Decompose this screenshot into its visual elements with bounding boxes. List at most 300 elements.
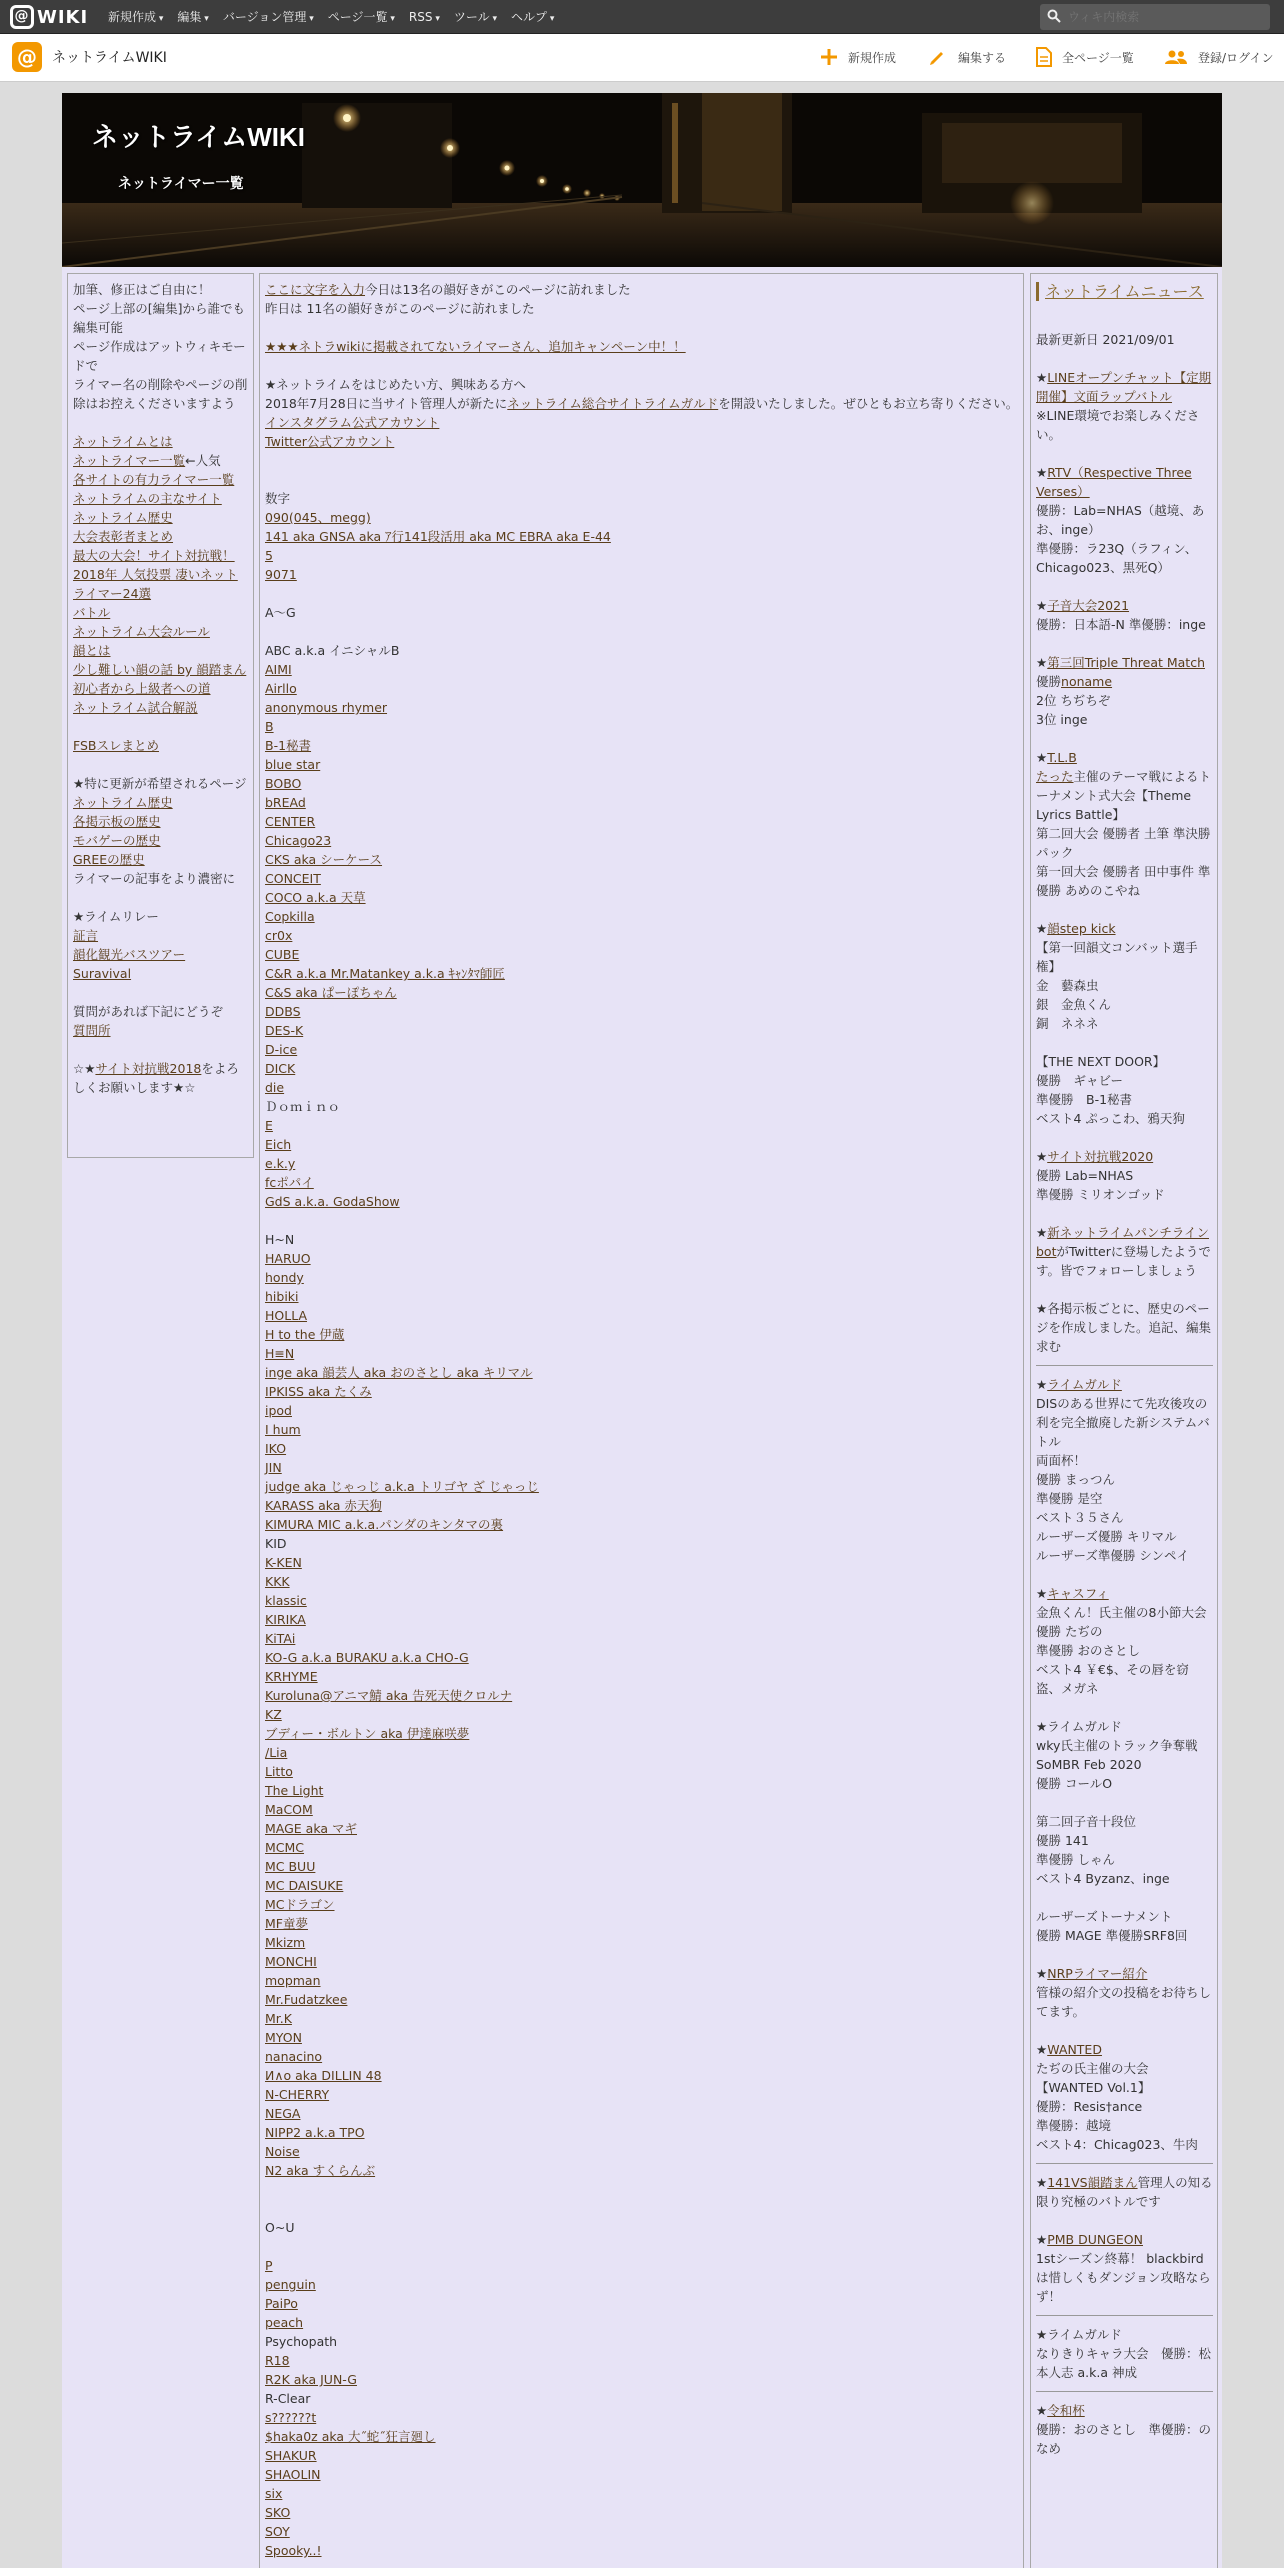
- wiki-link[interactable]: Twitter公式アカウント: [265, 434, 395, 449]
- text-line: ライマー名の削除やページの削除はお控えくださいますよう: [73, 377, 248, 411]
- line-prefix: ★: [1036, 465, 1048, 480]
- wiki-link[interactable]: Mr.K: [265, 2011, 292, 2026]
- wiki-link[interactable]: JIN: [265, 1460, 282, 1475]
- wiki-link[interactable]: IKO: [265, 1441, 287, 1456]
- wiki-link[interactable]: 令和杯: [1047, 2403, 1085, 2418]
- wiki-link[interactable]: GREEの歴史: [73, 852, 145, 867]
- wiki-link[interactable]: サイト対抗戦2020: [1047, 1149, 1154, 1164]
- text-line: 準優勝 ミリオンゴッド: [1036, 1187, 1165, 1202]
- spacer: [73, 717, 249, 736]
- wiki-link[interactable]: /Lia: [265, 1745, 288, 1760]
- text-line: 準優勝 是空: [1036, 1491, 1103, 1506]
- text-line: 金 藝森虫: [1036, 978, 1099, 993]
- wiki-link[interactable]: 韻とは: [73, 643, 111, 658]
- wiki-link[interactable]: blue star: [265, 757, 321, 772]
- spacer: [1036, 634, 1213, 653]
- menu-pages[interactable]: ページ一覧 ▾: [328, 0, 395, 34]
- text-line: 準優勝：越境: [1036, 2118, 1112, 2133]
- wiki-link[interactable]: e.k.y: [265, 1156, 296, 1171]
- spacer: [1036, 729, 1213, 748]
- mixed-line: [1036, 1147, 1213, 1166]
- wiki-link[interactable]: judge aka じゃっじ a.k.a トリゴヤ ざ じゃっじ: [265, 1479, 539, 1494]
- wiki-link[interactable]: KARASS aka 赤天狗: [265, 1498, 382, 1513]
- text-line: ライマーの記事をより濃密に: [73, 871, 236, 886]
- text-line: ★ライムガルド: [1036, 2327, 1122, 2342]
- line-text: 今日は13名の韻好きがこのページに訪れました: [365, 282, 631, 297]
- wiki-link[interactable]: HOLLA: [265, 1308, 308, 1323]
- wiki-link[interactable]: 5: [265, 548, 273, 563]
- wiki-link[interactable]: hibiki: [265, 1289, 299, 1304]
- wiki-link[interactable]: Mkizm: [265, 1935, 306, 1950]
- wiki-link[interactable]: BOBO: [265, 776, 302, 791]
- wiki-link[interactable]: サイト対抗戦2018: [95, 1061, 202, 1076]
- atwiki-logo-text: WIKI: [37, 6, 89, 28]
- all-pages-label: 全ページ一覧: [1062, 50, 1134, 65]
- spacer: [1036, 1280, 1213, 1299]
- wiki-link[interactable]: PMB DUNGEON: [1047, 2232, 1143, 2247]
- divider: [1036, 2315, 1213, 2316]
- text-line: 昨日は 11名の韻好きがこのページに訪れました: [265, 301, 535, 316]
- mixed-line: [265, 280, 1019, 299]
- text-line: ページ上部の[編集]から誰でも編集可能: [73, 301, 246, 335]
- text-line: O~U: [265, 2220, 295, 2235]
- wiki-link[interactable]: CENTER: [265, 814, 316, 829]
- text-line: 第一回大会 優勝者 田中事件 準優勝 あめのこやね: [1036, 864, 1211, 898]
- wiki-link[interactable]: s??????t: [265, 2410, 317, 2425]
- wiki-link[interactable]: H to the 伊蔵: [265, 1327, 345, 1342]
- spacer: [265, 1211, 1019, 1230]
- text-line: 優勝：おのさとし 準優勝：のなめ: [1036, 2422, 1212, 2456]
- text-line: wky氏主催のトラック争奪戦 SoMBR Feb 2020: [1036, 1738, 1198, 1772]
- spacer: [73, 755, 249, 774]
- wiki-link[interactable]: 141 aka GNSA aka ｱ行141段活用 aka MC EBRA aka E-44: [265, 529, 611, 544]
- text-line: Psychopath: [265, 2334, 338, 2349]
- wiki-link[interactable]: N-CHERRY: [265, 2087, 330, 2102]
- text-line: ★ライムガルド: [1036, 1719, 1122, 1734]
- text-line: ルーザーズトーナメント: [1036, 1909, 1173, 1924]
- pencil-icon: [928, 48, 948, 66]
- wiki-link[interactable]: SHAOLIN: [265, 2467, 321, 2482]
- text-line: 銀 金魚くん: [1036, 997, 1112, 1012]
- text-line: H~N: [265, 1232, 295, 1247]
- spacer: [265, 584, 1019, 603]
- spacer: [1036, 1888, 1213, 1907]
- line-prefix: ★: [1036, 1225, 1048, 1240]
- spacer: [1036, 1565, 1213, 1584]
- wiki-link[interactable]: Suravival: [73, 966, 132, 981]
- wiki-link[interactable]: ネットライム歴史: [73, 510, 173, 525]
- line-prefix: ★: [1036, 1377, 1048, 1392]
- spacer: [265, 622, 1019, 641]
- text-line: 第二回大会 優勝者 土筆 準決勝 パック: [1036, 826, 1211, 860]
- wiki-link[interactable]: MF童夢: [265, 1916, 308, 1931]
- wiki-link[interactable]: IPKISS aka たくみ: [265, 1384, 372, 1399]
- wiki-link[interactable]: R2K aka JUN-G: [265, 2372, 357, 2387]
- wiki-link[interactable]: COCO a.k.a 天草: [265, 890, 366, 905]
- text-line: 優勝 MAGE 準優勝SRF8回: [1036, 1928, 1188, 1943]
- text-line: ★ライムリレー: [73, 909, 159, 924]
- text-line: 優勝：Resis†ance: [1036, 2099, 1143, 2114]
- mixed-line: [1036, 2173, 1213, 2211]
- line-prefix: ★: [1036, 750, 1048, 765]
- global-toolbar: [0, 0, 1284, 34]
- spacer: [1036, 1204, 1213, 1223]
- wiki-link[interactable]: Spooky..!: [265, 2543, 322, 2558]
- mixed-line: [73, 1059, 249, 1097]
- spacer: [1036, 1128, 1213, 1147]
- spacer: [265, 451, 1019, 470]
- mixed-line: [1036, 653, 1213, 672]
- wiki-link[interactable]: Litto: [265, 1764, 293, 1779]
- text-line: 優勝：Lab=NHAS（越境、あお、inge）: [1036, 503, 1205, 537]
- spacer: [265, 2180, 1019, 2199]
- news-heading[interactable]: ネットライムニュース: [1036, 282, 1213, 301]
- line-suffix: 主催のテーマ戦によるトーナメント式大会【Theme Lyrics Battle】: [1036, 769, 1212, 822]
- wiki-link[interactable]: 韻step kick: [1047, 921, 1116, 936]
- text-line: 【WANTED Vol.1】: [1036, 2080, 1151, 2095]
- wiki-link[interactable]: PaiPo: [265, 2296, 298, 2311]
- line-prefix: ★: [1036, 2042, 1048, 2057]
- wiki-link[interactable]: MYON: [265, 2030, 302, 2045]
- line-prefix: ★: [1036, 1149, 1048, 1164]
- text-line: ルーザーズ準優勝 シンペイ: [1036, 1548, 1190, 1563]
- wiki-link[interactable]: Mr.Fudatzkee: [265, 1992, 348, 2007]
- line-prefix: ★: [1036, 2175, 1048, 2190]
- wiki-link[interactable]: T.L.B: [1047, 750, 1077, 765]
- spacer: [1036, 1033, 1213, 1052]
- wiki-link[interactable]: FSBスレまとめ: [73, 738, 159, 753]
- atwiki-logo[interactable]: [10, 5, 88, 29]
- wiki-link[interactable]: inge aka 韻芸人 aka おのさとし aka キリマル: [265, 1365, 533, 1380]
- main-content: [259, 273, 1024, 2568]
- search-icon: [1047, 9, 1061, 23]
- new-page-button[interactable]: [820, 46, 896, 68]
- wiki-link[interactable]: ネットライム歴史: [73, 795, 173, 810]
- wiki-link[interactable]: 韻化観光バスツアー: [73, 947, 186, 962]
- wiki-link[interactable]: D-ice: [265, 1042, 298, 1057]
- text-line: ※LINE環境でお楽しみください。: [1036, 408, 1200, 442]
- spacer: [1036, 1698, 1213, 1717]
- wiki-link[interactable]: C&S aka ぱーぽちゃん: [265, 985, 397, 1000]
- wiki-link[interactable]: B-1秘書: [265, 738, 312, 753]
- mixed-line: [1036, 368, 1213, 406]
- wiki-link[interactable]: 大会表彰者まとめ: [73, 529, 174, 544]
- wiki-link[interactable]: DICK: [265, 1061, 296, 1076]
- wiki-link[interactable]: $haka0z aka 大˝蛇˝狂言廻し: [265, 2429, 436, 2444]
- wiki-link[interactable]: noname: [1061, 674, 1113, 689]
- wiki-link[interactable]: ネットライム試合解説: [73, 700, 198, 715]
- wiki-link[interactable]: SOY: [265, 2524, 290, 2539]
- wiki-link[interactable]: klassic: [265, 1593, 307, 1608]
- wiki-link[interactable]: Copkilla: [265, 909, 315, 924]
- site-header: [0, 34, 1284, 82]
- site-logo-icon[interactable]: @: [12, 42, 42, 72]
- login-label: 登録/ログイン: [1198, 50, 1274, 65]
- wiki-link[interactable]: cr0x: [265, 928, 293, 943]
- line-prefix: ★: [1036, 2232, 1048, 2247]
- mixed-line: [1036, 463, 1213, 501]
- spacer: [1036, 2021, 1213, 2040]
- wiki-link[interactable]: キャスフィ: [1047, 1586, 1109, 1601]
- text-line: A～G: [265, 605, 296, 620]
- text-line: 優勝 141: [1036, 1833, 1089, 1848]
- menu-version[interactable]: バージョン管理 ▾: [223, 0, 314, 34]
- text-line: 準優勝：ラ23Q（ラフィン、Chicago023、黒死Q）: [1036, 541, 1198, 575]
- wiki-link[interactable]: die: [265, 1080, 285, 1095]
- wiki-link[interactable]: 141VS韻踏まん: [1047, 2175, 1138, 2190]
- divider: [1036, 2163, 1213, 2164]
- wiki-link[interactable]: KiTAi: [265, 1631, 296, 1646]
- text-line: 【第一回韻文コンバット選手権】: [1036, 940, 1198, 974]
- wiki-link[interactable]: ネットライム総合サイトライムガルド: [507, 396, 719, 411]
- right-news: [1030, 273, 1218, 2568]
- wiki-link[interactable]: ここに文字を入力: [265, 282, 366, 297]
- spacer: [1036, 900, 1213, 919]
- line-suffix: 管理人の知る限り究極のバトルです: [1036, 2175, 1213, 2209]
- text-line: 1stシーズン終幕！ blackbirdは惜しくもダンジョン攻略ならず！: [1036, 2251, 1211, 2304]
- wiki-link[interactable]: MC BUU: [265, 1859, 316, 1874]
- text-line: ABC a.k.a イニシャルB: [265, 643, 400, 658]
- line-prefix: ★: [1036, 921, 1048, 936]
- wiki-link[interactable]: 証言: [73, 928, 99, 943]
- text-line: ページ作成はアットウィキモードで: [73, 339, 246, 373]
- wiki-link[interactable]: NEGA: [265, 2106, 301, 2121]
- text-line: 数字: [265, 491, 291, 506]
- login-button[interactable]: [1164, 46, 1273, 68]
- mixed-line: [1036, 672, 1213, 691]
- text-line: Ｄｏｍｉｎｏ: [265, 1099, 341, 1114]
- wiki-link[interactable]: 質問所: [73, 1023, 111, 1038]
- text-line: なりきりキャラ大会 優勝：松本人志 a.k.a 神成: [1036, 2346, 1212, 2380]
- wiki-link[interactable]: AIMI: [265, 662, 292, 677]
- wiki-link[interactable]: C&R a.k.a Mr.Matankey a.k.a ｷｬﾝﾀﾏ師匠: [265, 966, 505, 981]
- wiki-link[interactable]: KKK: [265, 1574, 290, 1589]
- mixed-line: [1036, 1584, 1213, 1603]
- wiki-link[interactable]: Noise: [265, 2144, 300, 2159]
- text-line: 加筆、修正はご自由に！: [73, 282, 211, 297]
- wiki-link[interactable]: 子音大会2021: [1047, 598, 1130, 613]
- text-line: たぢの氏主催の大会: [1036, 2061, 1149, 2076]
- line-suffix: を開設いたしました。ぜひともお立ち寄りください。: [718, 396, 1019, 411]
- menu-rss[interactable]: RSS ▾: [409, 0, 440, 34]
- wiki-link[interactable]: CKS aka シーケース: [265, 852, 383, 867]
- left-menu: [67, 273, 254, 1158]
- wiki-link[interactable]: Chicago23: [265, 833, 332, 848]
- spacer: [73, 413, 249, 432]
- wiki-link[interactable]: WANTED: [1047, 2042, 1102, 2057]
- mixed-line: [1036, 2040, 1213, 2059]
- spacer: [1036, 2211, 1213, 2230]
- spacer: [265, 2199, 1019, 2218]
- wiki-link[interactable]: MCMC: [265, 1840, 305, 1855]
- wiki-link[interactable]: ライムガルド: [1047, 1377, 1122, 1392]
- text-line: 第二回子音十段位: [1036, 1814, 1137, 1829]
- menu-help[interactable]: ヘルプ ▾: [511, 0, 554, 34]
- menu-new[interactable]: 新規作成 ▾: [108, 0, 163, 34]
- wiki-link[interactable]: RTV（Respective Three Verses）: [1036, 465, 1192, 499]
- wiki-link[interactable]: SKO: [265, 2505, 291, 2520]
- wiki-link[interactable]: CUBE: [265, 947, 300, 962]
- line-suffix: がTwitterに登場したようです。皆でフォローしましょう: [1036, 1244, 1211, 1278]
- document-icon: [1036, 47, 1052, 67]
- wiki-link[interactable]: 初心者から上級者への道: [73, 681, 211, 696]
- wiki-link[interactable]: nanacino: [265, 2049, 323, 2064]
- wiki-link[interactable]: モバゲーの歴史: [73, 833, 161, 848]
- text-line: 優勝 ギャビー: [1036, 1073, 1124, 1088]
- wiki-link[interactable]: MAGE aka マギ: [265, 1821, 357, 1836]
- wiki-link[interactable]: penguin: [265, 2277, 316, 2292]
- text-line: KID: [265, 1536, 287, 1551]
- wiki-link[interactable]: KO-G a.k.a BURAKU a.k.a CHO-G: [265, 1650, 469, 1665]
- users-icon: [1164, 49, 1188, 65]
- spacer: [1036, 1945, 1213, 1964]
- wiki-link[interactable]: P: [265, 2258, 273, 2273]
- menu-tools[interactable]: ツール ▾: [454, 0, 497, 34]
- spacer: [265, 356, 1019, 375]
- edit-button[interactable]: [928, 46, 1006, 68]
- spacer: [1036, 311, 1213, 330]
- text-line: 2位 ちぢちぞ: [1036, 693, 1111, 708]
- wiki-link[interactable]: ipod: [265, 1403, 292, 1418]
- site-name[interactable]: ネットライムWIKI: [52, 50, 167, 66]
- wiki-link[interactable]: ブディー・ボルトン aka 伊達麻咲夢: [265, 1726, 470, 1741]
- wiki-link[interactable]: anonymous rhymer: [265, 700, 388, 715]
- line-prefix: ★: [1036, 1586, 1048, 1601]
- spacer: [73, 888, 249, 907]
- text-line: 優勝：日本語-N 準優勝：inge: [1036, 617, 1206, 632]
- wiki-link[interactable]: GdS a.k.a. GodaShow: [265, 1194, 400, 1209]
- menu-edit[interactable]: 編集 ▾: [177, 0, 208, 34]
- wiki-link[interactable]: Kuroluna@アニマ鯖 aka 告死天使クロルナ: [265, 1688, 513, 1703]
- wiki-link[interactable]: NRPライマー紹介: [1047, 1966, 1148, 1981]
- text-line: ルーザーズ優勝 キリマル: [1036, 1529, 1177, 1544]
- wiki-link[interactable]: E: [265, 1118, 273, 1133]
- wiki-link[interactable]: 9071: [265, 567, 297, 582]
- wiki-link[interactable]: バトル: [73, 605, 111, 620]
- wiki-link[interactable]: MC DAISUKE: [265, 1878, 344, 1893]
- text-line: 銅 ネネネ: [1036, 1016, 1099, 1031]
- wiki-link[interactable]: MCドラゴン: [265, 1897, 335, 1912]
- wiki-link[interactable]: R18: [265, 2353, 290, 2368]
- wiki-link[interactable]: fcポパイ: [265, 1175, 314, 1190]
- wiki-link[interactable]: ★★★ネトラwikiに掲載されてないライマーさん、追加キャンペーン中！！: [265, 339, 686, 354]
- wiki-link[interactable]: DDBS: [265, 1004, 301, 1019]
- text-line: ★特に更新が希望されるページ: [73, 776, 247, 791]
- text-line: R-Clear: [265, 2391, 311, 2406]
- text-line: 両面杯！: [1036, 1453, 1087, 1468]
- wiki-link[interactable]: KZ: [265, 1707, 282, 1722]
- mixed-line: [1036, 919, 1213, 938]
- text-line: ベスト4 ￥€$、その唇を窃盗、メガネ: [1036, 1662, 1189, 1696]
- line-prefix: ★: [1036, 655, 1048, 670]
- wiki-link[interactable]: bREAd: [265, 795, 306, 810]
- wiki-link[interactable]: インスタグラム公式アカウント: [265, 415, 440, 430]
- wiki-link[interactable]: I hum: [265, 1422, 301, 1437]
- wiki-link[interactable]: HARUO: [265, 1251, 311, 1266]
- mixed-line: [1036, 1375, 1213, 1394]
- wiki-link[interactable]: K-KEN: [265, 1555, 302, 1570]
- wiki-link[interactable]: N2 aka すくらんぶ: [265, 2163, 376, 2178]
- mixed-line: [1036, 767, 1213, 824]
- text-line: ベスト３５さん: [1036, 1510, 1124, 1525]
- text-line: DISのある世界にて先攻後攻の利を完全撤廃した新システムバトル: [1036, 1396, 1210, 1449]
- line-prefix: ☆★: [73, 1061, 96, 1076]
- wiki-link[interactable]: 2018年 人気投票 凄いネットライマー24選: [73, 567, 238, 601]
- wiki-link[interactable]: peach: [265, 2315, 304, 2330]
- text-line: 最新更新日 2021/09/01: [1036, 332, 1175, 347]
- wiki-link[interactable]: 最大の大会！サイト対抗戦！: [73, 548, 235, 563]
- spacer: [265, 2237, 1019, 2256]
- mixed-line: [73, 451, 249, 470]
- wiki-link[interactable]: SHAKUR: [265, 2448, 317, 2463]
- wiki-link[interactable]: MONCHI: [265, 1954, 317, 1969]
- wiki-link[interactable]: DES-K: [265, 1023, 304, 1038]
- wiki-link[interactable]: six: [265, 2486, 283, 2501]
- spacer: [265, 470, 1019, 489]
- wiki-link[interactable]: ネットライムとは: [73, 434, 173, 449]
- wiki-link[interactable]: ネットライム大会ルール: [73, 624, 210, 639]
- wiki-link[interactable]: たった: [1036, 769, 1074, 784]
- line-prefix: ★: [1036, 2403, 1048, 2418]
- text-line: ★ネットライムをはじめたい方、興味ある方へ: [265, 377, 526, 392]
- wiki-link[interactable]: 各掲示板の歴史: [73, 814, 161, 829]
- text-line: 優勝 Lab=NHAS: [1036, 1168, 1134, 1183]
- banner-subtitle: ネットライマー一覧: [118, 176, 244, 192]
- wiki-link[interactable]: KIMURA MIC a.k.a.パンダのキンタマの裏: [265, 1517, 504, 1532]
- all-pages-button[interactable]: [1036, 46, 1134, 68]
- wiki-link[interactable]: KRHYME: [265, 1669, 318, 1684]
- wiki-link[interactable]: 新ネットライムパンチラインbot: [1036, 1225, 1209, 1259]
- wiki-link[interactable]: mopman: [265, 1973, 321, 1988]
- global-menu: [108, 0, 568, 34]
- wiki-link[interactable]: ネットライムの主なサイト: [73, 491, 222, 506]
- text-line: 3位 inge: [1036, 712, 1088, 727]
- wiki-search-input[interactable]: [1040, 4, 1270, 30]
- wiki-link[interactable]: 第三回Triple Threat Match: [1047, 655, 1205, 670]
- banner-title[interactable]: ネットライムWIKI: [92, 122, 305, 152]
- wiki-link[interactable]: The Light: [265, 1783, 324, 1798]
- wiki-link[interactable]: 各サイトの有力ライマー一覧: [73, 472, 235, 487]
- wiki-link[interactable]: 090(045、megg): [265, 510, 371, 525]
- wiki-link[interactable]: NIPP2 a.k.a TPO: [265, 2125, 365, 2140]
- wiki-link[interactable]: Eich: [265, 1137, 292, 1152]
- wiki-link[interactable]: CONCEIT: [265, 871, 321, 886]
- wiki-link[interactable]: И∧o aka DILLIN 48: [265, 2068, 382, 2083]
- text-line: 準優勝 おのさとし: [1036, 1643, 1140, 1658]
- wiki-link[interactable]: ネットライマー一覧: [73, 453, 186, 468]
- site-banner: [62, 93, 1222, 267]
- wiki-link[interactable]: H≡N: [265, 1346, 295, 1361]
- text-line: 優勝 コールO: [1036, 1776, 1113, 1791]
- line-prefix: ★: [1036, 598, 1048, 613]
- divider: [1036, 1365, 1213, 1366]
- spacer: [1036, 1793, 1213, 1812]
- spacer: [73, 1040, 249, 1059]
- line-prefix: ★: [1036, 370, 1048, 385]
- wiki-link[interactable]: KIRIKA: [265, 1612, 306, 1627]
- text-line: 管様の紹介文の投稿をお待ちしてます。: [1036, 1985, 1212, 2019]
- wiki-link[interactable]: B: [265, 719, 274, 734]
- wiki-link[interactable]: 少し難しい韻の話 by 韻踏まん: [73, 662, 247, 677]
- wiki-link[interactable]: MaCOM: [265, 1802, 313, 1817]
- wiki-link[interactable]: LINEオープンチャット【定期開催】文面ラップバトル: [1036, 370, 1212, 404]
- wiki-link[interactable]: Airllo: [265, 681, 297, 696]
- mixed-line: [265, 394, 1019, 413]
- edit-label: 編集する: [958, 50, 1007, 65]
- wiki-link[interactable]: hondy: [265, 1270, 304, 1285]
- text-line: ベスト4：Chicag023、牛肉: [1036, 2137, 1198, 2152]
- mixed-line: [1036, 1223, 1213, 1280]
